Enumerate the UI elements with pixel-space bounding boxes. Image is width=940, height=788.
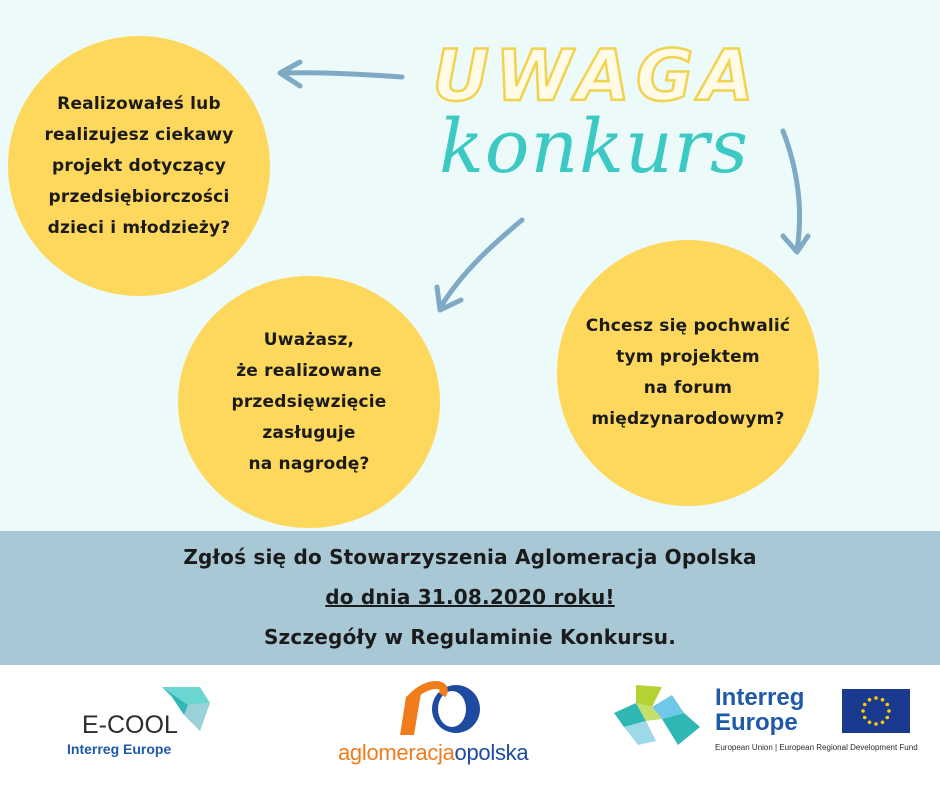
eu-star-icon bbox=[868, 698, 872, 702]
aglomeracja-mark-icon bbox=[388, 679, 492, 739]
eu-star-icon bbox=[881, 698, 885, 702]
banner-line-details: Szczegóły w Regulaminie Konkursu. bbox=[263, 625, 677, 649]
question-left-line: Realizowałeś lub bbox=[57, 93, 221, 114]
eu-star-icon bbox=[861, 709, 865, 713]
question-middle-line: Uważasz, bbox=[263, 329, 355, 350]
banner-line-register: Zgłoś się do Stowarzyszenia Aglomeracja Opolska bbox=[183, 545, 757, 569]
question-left-line: przedsiębiorczości bbox=[48, 186, 230, 207]
headline-uwaga: UWAGA bbox=[432, 35, 760, 117]
eu-star-icon bbox=[868, 720, 872, 724]
question-middle-line: zasługuje bbox=[262, 422, 356, 443]
question-right-line: tym projektem bbox=[616, 347, 760, 367]
arrow-to-middle-circle bbox=[440, 220, 522, 308]
aglomeracja-logo-text bbox=[338, 740, 528, 766]
aglomeracja-logo-part1: aglomeracja bbox=[338, 740, 455, 765]
aglomeracja-logo-part2: opolska bbox=[454, 740, 529, 765]
question-left-line: realizujesz ciekawy bbox=[44, 124, 234, 145]
eu-star-icon bbox=[881, 720, 885, 724]
question-left-line: dzieci i młodzieży? bbox=[47, 217, 231, 238]
question-right-line: na forum bbox=[643, 378, 733, 398]
eu-star-icon bbox=[863, 716, 867, 720]
eu-star-icon bbox=[885, 703, 889, 707]
question-left-line: projekt dotyczący bbox=[52, 155, 226, 176]
interreg-logo-line1: Interreg bbox=[715, 684, 805, 711]
ecool-logo-name: E-COOL bbox=[82, 711, 178, 739]
eu-star-icon bbox=[874, 696, 878, 700]
eu-star-icon bbox=[874, 722, 878, 726]
eu-flag-icon bbox=[842, 689, 910, 733]
question-right-line: międzynarodowym? bbox=[591, 409, 785, 429]
arrow-to-left-circle bbox=[282, 73, 402, 77]
logos-footer bbox=[0, 665, 940, 788]
interreg-logo-line2: Europe bbox=[715, 709, 798, 736]
eu-star-icon bbox=[863, 703, 867, 707]
question-middle-line: że realizowane bbox=[236, 360, 382, 381]
question-middle-line: przedsięwzięcie bbox=[231, 391, 387, 412]
interreg-mark-icon bbox=[612, 685, 704, 749]
headline-konkurs: konkurs bbox=[439, 104, 749, 190]
ecool-logo-subtitle: Interreg Europe bbox=[67, 741, 172, 757]
eu-star-icon bbox=[885, 716, 889, 720]
interreg-fund-caption: European Union | European Regional Development Fund bbox=[715, 743, 918, 752]
banner-line-deadline: do dnia 31.08.2020 roku! bbox=[325, 585, 615, 609]
eu-star-icon bbox=[887, 709, 891, 713]
arrow-to-right-circle bbox=[783, 131, 800, 250]
question-right-line: Chcesz się pochwalić bbox=[585, 316, 791, 336]
question-middle-line: na nagrodę? bbox=[248, 453, 370, 474]
info-banner bbox=[0, 531, 940, 665]
